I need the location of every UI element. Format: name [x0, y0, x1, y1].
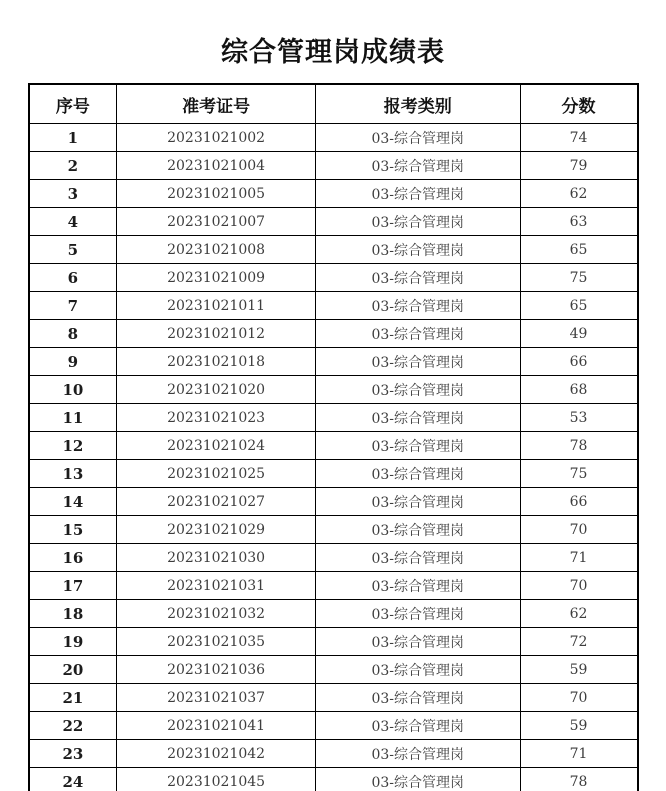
cell-score: 63 — [520, 208, 637, 236]
cell-serial-number: 8 — [29, 320, 117, 348]
cell-ticket-number: 20231021045 — [117, 768, 316, 791]
cell-serial-number: 6 — [29, 264, 117, 292]
cell-score: 53 — [520, 404, 637, 432]
header-score: 分数 — [520, 84, 637, 124]
cell-ticket-number: 20231021027 — [117, 488, 316, 516]
cell-serial-number: 1 — [29, 124, 117, 152]
cell-ticket-number: 20231021042 — [117, 740, 316, 768]
cell-application-category: 03-综合管理岗 — [315, 348, 520, 376]
header-application-category: 报考类别 — [315, 84, 520, 124]
table-row — [29, 292, 638, 320]
cell-serial-number: 18 — [29, 600, 117, 628]
table-row — [29, 124, 638, 152]
cell-application-category: 03-综合管理岗 — [315, 600, 520, 628]
cell-serial-number: 21 — [29, 684, 117, 712]
cell-application-category: 03-综合管理岗 — [315, 712, 520, 740]
cell-application-category: 03-综合管理岗 — [315, 516, 520, 544]
cell-ticket-number: 20231021002 — [117, 124, 316, 152]
cell-serial-number: 7 — [29, 292, 117, 320]
table-row — [29, 152, 638, 180]
cell-serial-number: 12 — [29, 432, 117, 460]
table-row — [29, 712, 638, 740]
cell-score: 65 — [520, 236, 637, 264]
cell-score: 59 — [520, 712, 637, 740]
table-row — [29, 628, 638, 656]
cell-ticket-number: 20231021023 — [117, 404, 316, 432]
cell-ticket-number: 20231021035 — [117, 628, 316, 656]
table-row — [29, 488, 638, 516]
table-row — [29, 740, 638, 768]
cell-application-category: 03-综合管理岗 — [315, 264, 520, 292]
cell-ticket-number: 20231021009 — [117, 264, 316, 292]
cell-score: 70 — [520, 572, 637, 600]
cell-ticket-number: 20231021041 — [117, 712, 316, 740]
cell-ticket-number: 20231021018 — [117, 348, 316, 376]
cell-score: 74 — [520, 124, 637, 152]
cell-score: 68 — [520, 376, 637, 404]
cell-application-category: 03-综合管理岗 — [315, 292, 520, 320]
table-row — [29, 236, 638, 264]
cell-ticket-number: 20231021025 — [117, 460, 316, 488]
cell-serial-number: 10 — [29, 376, 117, 404]
table-row — [29, 544, 638, 572]
cell-ticket-number: 20231021020 — [117, 376, 316, 404]
cell-serial-number: 5 — [29, 236, 117, 264]
table-row — [29, 348, 638, 376]
cell-serial-number: 24 — [29, 768, 117, 791]
cell-serial-number: 23 — [29, 740, 117, 768]
cell-application-category: 03-综合管理岗 — [315, 236, 520, 264]
cell-score: 62 — [520, 600, 637, 628]
table-row — [29, 684, 638, 712]
table-body — [29, 124, 638, 791]
cell-serial-number: 16 — [29, 544, 117, 572]
table-row — [29, 432, 638, 460]
cell-serial-number: 2 — [29, 152, 117, 180]
cell-ticket-number: 20231021029 — [117, 516, 316, 544]
cell-application-category: 03-综合管理岗 — [315, 404, 520, 432]
table-row — [29, 516, 638, 544]
cell-score: 62 — [520, 180, 637, 208]
table-row — [29, 768, 638, 791]
cell-application-category: 03-综合管理岗 — [315, 768, 520, 791]
cell-serial-number: 19 — [29, 628, 117, 656]
header-row — [29, 84, 638, 124]
cell-ticket-number: 20231021024 — [117, 432, 316, 460]
table-row — [29, 460, 638, 488]
cell-ticket-number: 20231021030 — [117, 544, 316, 572]
page-title: 综合管理岗成绩表 — [221, 37, 445, 68]
cell-ticket-number: 20231021007 — [117, 208, 316, 236]
cell-score: 66 — [520, 488, 637, 516]
cell-score: 75 — [520, 264, 637, 292]
table-row — [29, 208, 638, 236]
cell-score: 71 — [520, 544, 637, 572]
cell-ticket-number: 20231021004 — [117, 152, 316, 180]
cell-score: 75 — [520, 460, 637, 488]
cell-serial-number: 13 — [29, 460, 117, 488]
table-row — [29, 572, 638, 600]
table-row — [29, 376, 638, 404]
cell-serial-number: 15 — [29, 516, 117, 544]
table-row — [29, 404, 638, 432]
cell-serial-number: 4 — [29, 208, 117, 236]
cell-serial-number: 22 — [29, 712, 117, 740]
cell-application-category: 03-综合管理岗 — [315, 628, 520, 656]
cell-application-category: 03-综合管理岗 — [315, 488, 520, 516]
cell-score: 79 — [520, 152, 637, 180]
cell-application-category: 03-综合管理岗 — [315, 208, 520, 236]
cell-ticket-number: 20231021005 — [117, 180, 316, 208]
cell-score: 78 — [520, 432, 637, 460]
cell-serial-number: 20 — [29, 656, 117, 684]
cell-score: 66 — [520, 348, 637, 376]
cell-application-category: 03-综合管理岗 — [315, 124, 520, 152]
table-row — [29, 180, 638, 208]
cell-ticket-number: 20231021012 — [117, 320, 316, 348]
cell-ticket-number: 20231021008 — [117, 236, 316, 264]
cell-score: 65 — [520, 292, 637, 320]
cell-application-category: 03-综合管理岗 — [315, 432, 520, 460]
table-row — [29, 656, 638, 684]
header-ticket-number: 准考证号 — [117, 84, 316, 124]
cell-application-category: 03-综合管理岗 — [315, 180, 520, 208]
cell-ticket-number: 20231021031 — [117, 572, 316, 600]
cell-application-category: 03-综合管理岗 — [315, 740, 520, 768]
cell-serial-number: 11 — [29, 404, 117, 432]
cell-ticket-number: 20231021037 — [117, 684, 316, 712]
cell-score: 49 — [520, 320, 637, 348]
cell-application-category: 03-综合管理岗 — [315, 460, 520, 488]
score-table — [28, 83, 639, 791]
cell-score: 72 — [520, 628, 637, 656]
cell-score: 78 — [520, 768, 637, 791]
cell-score: 70 — [520, 684, 637, 712]
header-serial-number: 序号 — [29, 84, 117, 124]
cell-application-category: 03-综合管理岗 — [315, 656, 520, 684]
cell-serial-number: 9 — [29, 348, 117, 376]
cell-serial-number: 17 — [29, 572, 117, 600]
cell-application-category: 03-综合管理岗 — [315, 152, 520, 180]
cell-application-category: 03-综合管理岗 — [315, 320, 520, 348]
cell-score: 70 — [520, 516, 637, 544]
cell-application-category: 03-综合管理岗 — [315, 684, 520, 712]
cell-ticket-number: 20231021036 — [117, 656, 316, 684]
cell-serial-number: 3 — [29, 180, 117, 208]
cell-ticket-number: 20231021032 — [117, 600, 316, 628]
table-row — [29, 320, 638, 348]
table-header — [29, 84, 638, 124]
table-row — [29, 600, 638, 628]
cell-score: 71 — [520, 740, 637, 768]
cell-application-category: 03-综合管理岗 — [315, 572, 520, 600]
cell-application-category: 03-综合管理岗 — [315, 544, 520, 572]
cell-application-category: 03-综合管理岗 — [315, 376, 520, 404]
cell-score: 59 — [520, 656, 637, 684]
table-row — [29, 264, 638, 292]
cell-ticket-number: 20231021011 — [117, 292, 316, 320]
cell-serial-number: 14 — [29, 488, 117, 516]
